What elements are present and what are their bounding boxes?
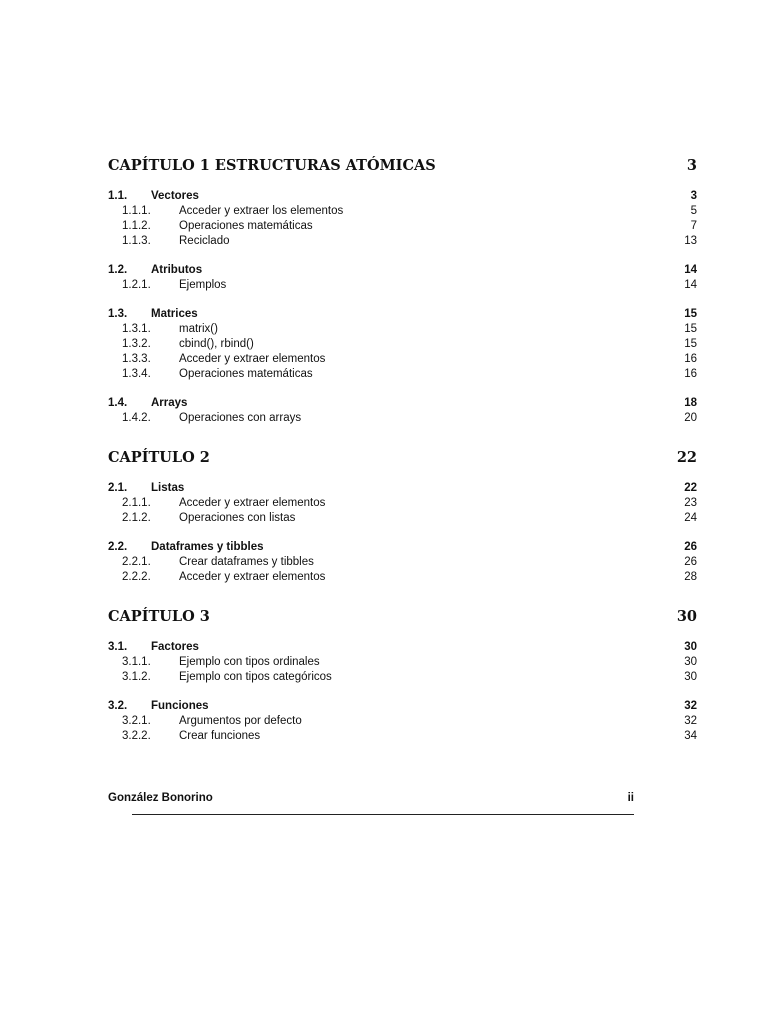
subsection-page-number: 30 [684,656,697,668]
section-number: 2.2. [108,541,128,553]
subsection-title: cbind(), rbind() [179,338,254,350]
subsection-number: 1.4.2. [122,412,151,424]
toc-subsection[interactable] [108,411,697,426]
subsection-page-number: 15 [684,338,697,350]
section-title: Dataframes y tibbles [151,541,264,553]
section-page-number: 18 [684,397,697,409]
subsection-title: Ejemplo con tipos categóricos [179,671,332,683]
subsection-page-number: 26 [684,556,697,568]
subsection-number: 1.1.1. [122,205,151,217]
toc-subsection[interactable] [108,352,697,367]
toc-subsection[interactable] [108,234,697,249]
toc-section[interactable] [108,307,697,322]
subsection-title: Operaciones matemáticas [179,368,313,380]
subsection-page-number: 23 [684,497,697,509]
subsection-page-number: 16 [684,353,697,365]
subsection-number: 1.2.1. [122,279,151,291]
toc-subsection[interactable] [108,570,697,585]
subsection-title: Crear funciones [179,730,261,742]
subsection-number: 1.3.3. [122,353,151,365]
subsection-page-number: 24 [684,512,697,524]
section-number: 1.3. [108,308,128,320]
subsection-number: 1.1.3. [122,235,151,247]
subsection-page-number: 34 [684,730,697,742]
section-title: Arrays [151,397,188,409]
toc-section[interactable] [108,540,697,555]
toc-subsection[interactable] [108,322,697,337]
toc-section[interactable] [108,699,697,714]
subsection-title: Argumentos por defecto [179,715,302,727]
page-footer [108,792,634,804]
subsection-title: Crear dataframes y tibbles [179,556,314,568]
toc-subsection[interactable] [108,511,697,526]
subsection-page-number: 16 [684,368,697,380]
section-title: Vectores [151,190,199,202]
subsection-title: Ejemplo con tipos ordinales [179,656,320,668]
chapter-title: CAPÍTULO 2 [108,449,210,466]
toc-subsection[interactable] [108,204,697,219]
section-number: 3.2. [108,700,128,712]
toc-subsection[interactable] [108,496,697,511]
subsection-page-number: 15 [684,323,697,335]
table-of-contents [108,154,697,744]
subsection-page-number: 13 [684,235,697,247]
section-page-number: 3 [690,190,697,202]
subsection-number: 1.3.4. [122,368,151,380]
section-page-number: 22 [684,482,697,494]
toc-subsection[interactable] [108,655,697,670]
subsection-page-number: 32 [684,715,697,727]
toc-subsection[interactable] [108,367,697,382]
chapter-title: CAPÍTULO 1 ESTRUCTURAS ATÓMICAS [108,157,436,174]
subsection-title: Acceder y extraer los elementos [179,205,344,217]
section-page-number: 15 [684,308,697,320]
footer-author: González Bonorino [108,792,213,804]
chapter-title: CAPÍTULO 3 [108,608,210,625]
subsection-number: 3.1.1. [122,656,151,668]
toc-chapter[interactable] [108,446,697,470]
subsection-number: 1.3.1. [122,323,151,335]
subsection-page-number: 30 [684,671,697,683]
toc-subsection[interactable] [108,337,697,352]
subsection-number: 2.1.1. [122,497,151,509]
toc-section[interactable] [108,189,697,204]
footer-page-number: ii [627,792,634,804]
subsection-number: 3.2.1. [122,715,151,727]
subsection-page-number: 28 [684,571,697,583]
subsection-page-number: 20 [684,412,697,424]
subsection-title: Acceder y extraer elementos [179,571,326,583]
section-page-number: 32 [684,700,697,712]
subsection-title: Operaciones con listas [179,512,296,524]
toc-chapter[interactable] [108,154,697,178]
toc-section[interactable] [108,396,697,411]
toc-section[interactable] [108,640,697,655]
toc-subsection[interactable] [108,555,697,570]
subsection-title: Operaciones matemáticas [179,220,313,232]
subsection-title: Reciclado [179,235,230,247]
toc-subsection[interactable] [108,714,697,729]
toc-subsection[interactable] [108,670,697,685]
section-title: Listas [151,482,185,494]
subsection-number: 1.3.2. [122,338,151,350]
toc-subsection[interactable] [108,278,697,293]
subsection-title: Acceder y extraer elementos [179,497,326,509]
toc-subsection[interactable] [108,219,697,234]
subsection-title: Operaciones con arrays [179,412,302,424]
subsection-number: 1.1.2. [122,220,151,232]
subsection-number: 2.2.2. [122,571,151,583]
section-number: 1.4. [108,397,128,409]
toc-chapter[interactable] [108,605,697,629]
subsection-number: 3.1.2. [122,671,151,683]
subsection-title: Acceder y extraer elementos [179,353,326,365]
subsection-title: Ejemplos [179,279,227,291]
subsection-number: 3.2.2. [122,730,151,742]
section-title: Matrices [151,308,198,320]
subsection-title: matrix() [179,323,218,335]
section-number: 1.2. [108,264,128,276]
subsection-number: 2.1.2. [122,512,151,524]
section-page-number: 30 [684,641,697,653]
section-number: 2.1. [108,482,128,494]
section-title: Funciones [151,700,209,712]
subsection-number: 2.2.1. [122,556,151,568]
section-number: 1.1. [108,190,128,202]
toc-subsection[interactable] [108,729,697,744]
section-title: Factores [151,641,199,653]
section-title: Atributos [151,264,203,276]
subsection-page-number: 7 [690,220,697,232]
section-page-number: 14 [684,264,697,276]
toc-section[interactable] [108,263,697,278]
chapter-page-number: 22 [676,449,697,466]
chapter-page-number: 30 [676,608,697,625]
subsection-page-number: 14 [684,279,697,291]
footer-rule [132,814,634,815]
toc-section[interactable] [108,481,697,496]
subsection-page-number: 5 [690,205,697,217]
section-number: 3.1. [108,641,128,653]
section-page-number: 26 [684,541,697,553]
chapter-page-number: 3 [686,157,697,174]
